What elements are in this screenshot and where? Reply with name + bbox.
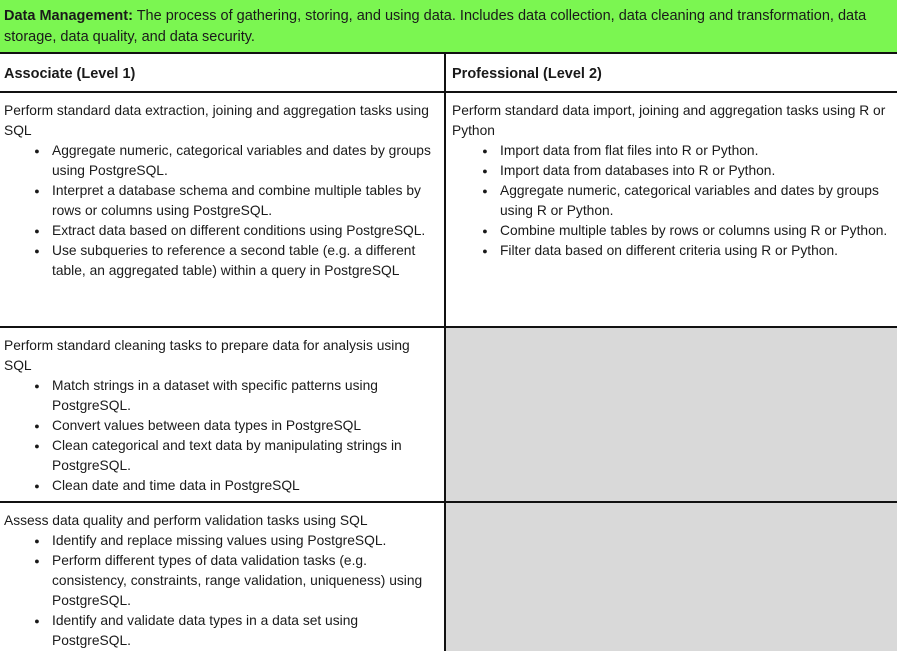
list-item: ● Identify and validate data types in a data set using PostgreSQL. (4, 611, 440, 651)
header-divider (0, 91, 897, 93)
bullet-icon: ● (34, 186, 40, 196)
empty-cell (446, 503, 897, 651)
professional-cell-import (452, 101, 892, 261)
skill-list (452, 141, 892, 261)
list-item: ● Aggregate numeric, categorical variables and dates by groups using PostgreSQL. (4, 141, 440, 181)
list-item: ● Convert values between data types in PostgreSQL (4, 416, 440, 436)
bullet-icon: ● (34, 381, 40, 391)
skill-list (4, 141, 440, 281)
section-description: The process of gathering, storing, and using data. Includes data collection, data cleaning and transformation, data storage, data quality, and data security. (4, 8, 867, 45)
skill-list (4, 531, 440, 651)
associate-cell-quality (4, 511, 440, 651)
column-header-associate: Associate (Level 1) (4, 66, 136, 82)
associate-cell-extraction (4, 101, 440, 281)
skill-lead: Perform standard data extraction, joining and aggregation tasks using SQL (4, 103, 429, 138)
bullet-icon: ● (34, 556, 40, 566)
bullet-icon: ● (34, 246, 40, 256)
column-header-professional: Professional (Level 2) (452, 66, 602, 82)
bullet-icon: ● (34, 481, 40, 491)
bullet-icon: ● (34, 226, 40, 236)
list-item: ● Aggregate numeric, categorical variables and dates by groups using R or Python. (452, 181, 892, 221)
list-item: ● Import data from flat files into R or Python. (452, 141, 892, 161)
list-item: ● Match strings in a dataset with specific patterns using PostgreSQL. (4, 376, 440, 416)
bullet-icon: ● (482, 186, 488, 196)
column-divider (444, 54, 446, 651)
list-item: ● Import data from databases into R or Python. (452, 161, 892, 181)
section-title: Data Management: (4, 8, 133, 24)
associate-cell-cleaning (4, 336, 440, 496)
list-item: ● Clean categorical and text data by manipulating strings in PostgreSQL. (4, 436, 440, 476)
skill-lead: Assess data quality and perform validation tasks using SQL (4, 513, 368, 528)
list-item: ● Clean date and time data in PostgreSQL (4, 476, 440, 496)
list-item: ● Combine multiple tables by rows or columns using R or Python. (452, 221, 892, 241)
empty-cell (446, 328, 897, 501)
skill-lead: Perform standard cleaning tasks to prepare data for analysis using SQL (4, 338, 410, 373)
skill-lead: Perform standard data import, joining and aggregation tasks using R or Python (452, 103, 886, 138)
bullet-icon: ● (482, 246, 488, 256)
bullet-icon: ● (34, 616, 40, 626)
skill-list (4, 376, 440, 496)
list-item: ● Use subqueries to reference a second table (e.g. a different table, an aggregated table) within a query in PostgreSQL (4, 241, 440, 281)
bullet-icon: ● (482, 166, 488, 176)
bullet-icon: ● (34, 146, 40, 156)
list-item: ● Identify and replace missing values using PostgreSQL. (4, 531, 440, 551)
list-item: ● Perform different types of data validation tasks (e.g. consistency, constraints, range validation, uniqueness) using PostgreSQL. (4, 551, 440, 611)
bullet-icon: ● (34, 421, 40, 431)
bullet-icon: ● (34, 536, 40, 546)
bullet-icon: ● (482, 226, 488, 236)
list-item: ● Extract data based on different conditions using PostgreSQL. (4, 221, 440, 241)
list-item: ● Interpret a database schema and combine multiple tables by rows or columns using PostgreSQL. (4, 181, 440, 221)
section-banner (0, 0, 897, 54)
bullet-icon: ● (482, 146, 488, 156)
bullet-icon: ● (34, 441, 40, 451)
list-item: ● Filter data based on different criteria using R or Python. (452, 241, 892, 261)
